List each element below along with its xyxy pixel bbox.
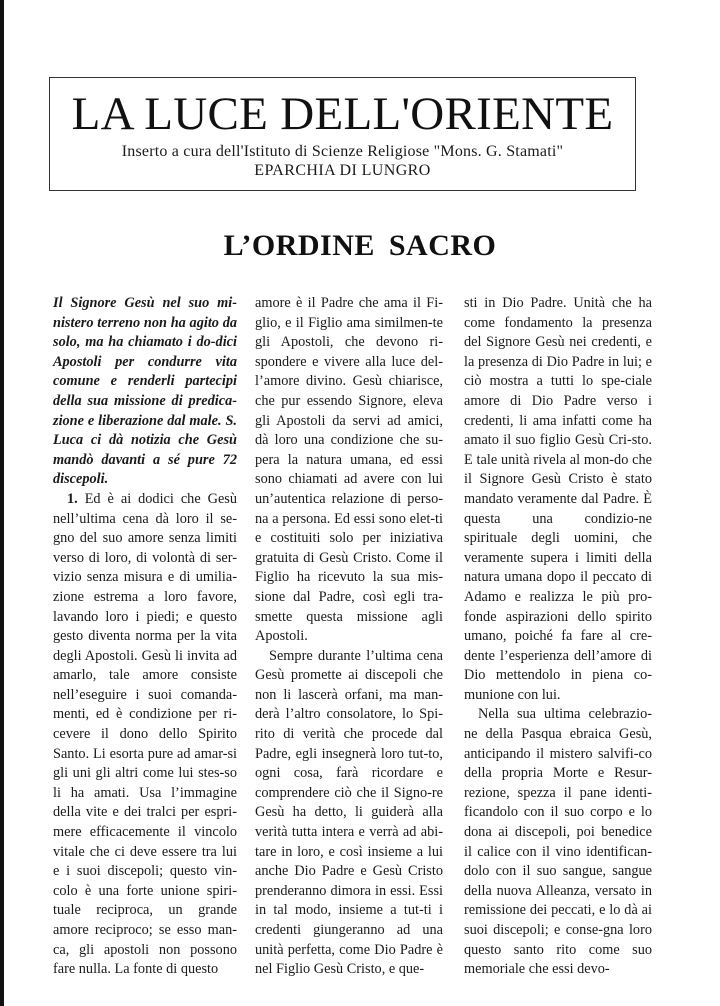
paragraph-2: amore è il Padre che ama il Fi-glio, e il Figlio ama similmen-te gli Apostoli, che devono ri-spondere e vivere alla luce del-l’amore divino. Gesù chiarisce, che pur essendo Signore, eleva gli Apostoli da servi ad amici, dà loro una condizione che su-pera la natura umana, ed essi sono chiamati ad avere con lui un’autentica relazione di perso-na a persona. Ed essi sono elet-ti e costituiti solo per iniziativa gratuita di Gesù Cristo. Come il Figlio ha ricevuto la sua mis-sione dal Padre, così egli tra-smette questa missione agli Apostoli. (255, 295, 443, 645)
text-column-2 (255, 294, 443, 980)
paragraph-5: Nella sua ultima celebrazio-ne della Pasqua ebraica Gesù, anticipando il mistero salvifi-co della propria Morte e Resur-rezione, spezza il pane identi-ficandolo con il suo corpo e lo dona ai discepoli, poi benedice il calice con il vino identifican-dolo con il suo sangue, sangue della nuova Alleanza, versato in remissione dei peccati, e lo dà ai suoi discepoli; e conse-gna loro questo santo rito come suo memoriale che essi devo- (464, 706, 652, 978)
article-title: L’ORDINE SACRO (223, 229, 497, 262)
paragraph-1 (53, 490, 237, 980)
paragraph-4: sti in Dio Padre. Unità che ha come fondamento la presenza del Signore Gesù nei credenti, e la presenza di Dio Padre in lui; e ciò mostra a tutti lo spe-ciale amore di Dio Padre verso i credenti, li ama infatti come ha amato il suo figlio Gesù Cri-sto. E tale unità rivela al mon-do che il Signore Gesù Cristo è stato mandato veramente dal Padre. È questa una condizio-ne spirituale degli uomini, che veramente supera i limiti della natura umana dopo il peccato di Adamo e realizza le più pro-fonde aspirazioni dello spirito umano, poiché fa fare al cre-dente l’esperienza dell’amore di Dio mettendolo in piena co-munione con lui. (464, 295, 652, 703)
text-column-3 (464, 294, 652, 980)
paragraph-3: Sempre durante l’ultima cena Gesù promette ai discepoli che non li lascerà orfani, ma man-derà l’altro consolatore, lo Spi-rito di verità che procede dal Padre, egli insegnerà loro tut-to, ogni cosa, farà ricordare e comprendere ciò che il Signo-re Gesù ha detto, li guiderà alla verità tutta intera e verrà ad abi-tare in loro, e così insieme a lui anche Dio Padre e Gesù Cristo prenderanno dimora in essi. Essi in tal modo, insieme a tut-ti i credenti giungeranno ad una unità perfetta, come Dio Padre è nel Figlio Gesù Cristo, e que- (255, 647, 443, 978)
masthead-eparchy: EPARCHIA DI LUNGRO (254, 162, 431, 179)
text-column-1 (53, 294, 237, 980)
masthead-box (49, 77, 636, 191)
paragraph-1-text: Ed è ai dodici che Gesù nell’ultima cena dà loro il se-gno del suo amore senza limiti verso di loro, di volontà di ser-vizio senza misura e di umilia-zione estrema a loro favore, lavando loro i piedi; e questo gesto diventa norma per la vita degli Apostoli. Gesù li invita ad amarlo, tale amore consiste nell’eseguire i suoi comanda-menti, ed è condizione per ri-cevere il dono dello Spirito Santo. Li esorta pure ad amar-si gli uni gli altri come lui stes-so li ha amati. Usa l’immagine della vite e dei tralci per espri-mere efficacemente il vincolo vitale che ci deve essere tra lui e i suoi discepoli; questo vin-colo è una forte unione spiri-tuale reciproca, un grande amore reciproco; se esso man-ca, gli apostoli non possono fare nulla. La fonte di questo (53, 490, 238, 978)
section-number: 1. (67, 490, 78, 507)
masthead-title: LA LUCE DELL'ORIENTE (71, 88, 614, 140)
article-lead: Il Signore Gesù nel suo mi-nistero terreno non ha agito da solo, ma ha chiamato i do-dici Apostoli per condurre vita comune e renderli partecipi della sua missione di predica-zione e liberazione dal male. S. Luca ci dà notizia che Gesù mandò davanti a sé pure 72 discepoli. (53, 295, 237, 488)
page-edge-bar (0, 0, 4, 1006)
masthead-subtitle: Inserto a cura dell'Istituto di Scienze Religiose "Mons. G. Stamati" (121, 143, 564, 160)
